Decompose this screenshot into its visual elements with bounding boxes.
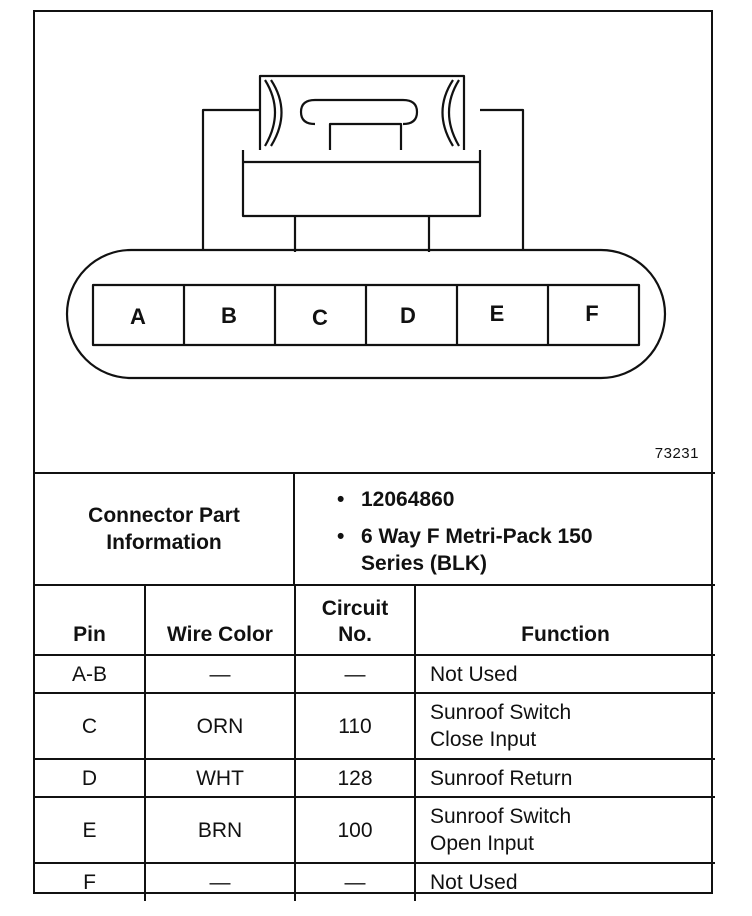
connector-diagram <box>35 12 715 474</box>
header-function: Function <box>415 586 715 655</box>
connector-info-label <box>35 474 295 584</box>
pin-table <box>35 586 715 901</box>
cell-function <box>415 655 715 693</box>
cell-function <box>415 863 715 901</box>
cell-function-line1: Sunroof Switch <box>430 805 572 828</box>
pin-cavity-label-c: C <box>312 305 328 330</box>
cell-pin: E <box>35 797 145 863</box>
pin-table-header <box>35 586 715 655</box>
connector-outer-frame <box>203 110 523 250</box>
header-pin: Pin <box>35 586 145 655</box>
cell-function-line1: Not Used <box>430 662 518 686</box>
connector-description <box>337 523 715 577</box>
latch-left-curve-inner <box>271 80 282 146</box>
latch-right-curve <box>449 80 459 146</box>
pin-cavity-label-f: F <box>585 301 599 326</box>
connector-sheet <box>33 10 713 894</box>
connector-drawing <box>35 12 715 472</box>
cell-pin: C <box>35 693 145 759</box>
connector-stem <box>295 216 429 252</box>
cell-circuit: 128 <box>295 759 415 797</box>
latch-right-curve-inner <box>443 80 454 146</box>
table-row <box>35 863 715 901</box>
figure-number: 73231 <box>654 445 699 462</box>
connector-info-label-line2: Information <box>106 531 222 554</box>
pin-cavity-label-d: D <box>400 303 416 328</box>
table-row <box>35 759 715 797</box>
latch-slot <box>301 100 417 124</box>
table-row <box>35 655 715 693</box>
cell-wire-color: WHT <box>145 759 295 797</box>
table-row <box>35 693 715 759</box>
cell-pin: A-B <box>35 655 145 693</box>
cell-pin: D <box>35 759 145 797</box>
table-row <box>35 797 715 863</box>
cell-circuit: 100 <box>295 797 415 863</box>
cell-wire-color: — <box>145 655 295 693</box>
header-wire-color: Wire Color <box>145 586 295 655</box>
cell-function-line1: Sunroof Return <box>430 766 573 790</box>
connector-info-row <box>35 474 715 586</box>
pin-cavity-label-b: B <box>221 303 237 328</box>
cell-function-line2: Open Input <box>430 832 534 855</box>
part-number: • 12064860 <box>337 486 715 513</box>
cell-function <box>415 693 715 759</box>
cell-function-line2: Close Input <box>430 728 537 751</box>
connector-info-list <box>295 474 715 584</box>
cell-wire-color: — <box>145 863 295 901</box>
cell-wire-color: BRN <box>145 797 295 863</box>
header-circuit <box>295 586 415 655</box>
pin-cavity-label-a: A <box>130 304 146 329</box>
header-circuit-line2: No. <box>338 623 372 646</box>
connector-description-line2: Series (BLK) <box>361 552 488 575</box>
cell-circuit: — <box>295 655 415 693</box>
latch-left-curve <box>265 80 275 146</box>
connector-info-label-line1: Connector Part <box>88 504 240 527</box>
cell-circuit: — <box>295 863 415 901</box>
cell-function-line1: Sunroof Switch <box>430 701 572 724</box>
cell-pin: F <box>35 863 145 901</box>
cell-function <box>415 759 715 797</box>
pin-cavity-label-e: E <box>489 301 505 326</box>
latch-center-tab <box>330 124 401 150</box>
cell-function <box>415 797 715 863</box>
header-circuit-line1: Circuit <box>321 597 389 620</box>
connector-description-line1: • 6 Way F Metri-Pack 150 <box>361 525 593 548</box>
cell-wire-color: ORN <box>145 693 295 759</box>
cell-function-line1: Not Used <box>430 871 518 894</box>
cell-circuit: 110 <box>295 693 415 759</box>
latch-housing <box>260 76 464 150</box>
connector-body <box>243 150 480 216</box>
